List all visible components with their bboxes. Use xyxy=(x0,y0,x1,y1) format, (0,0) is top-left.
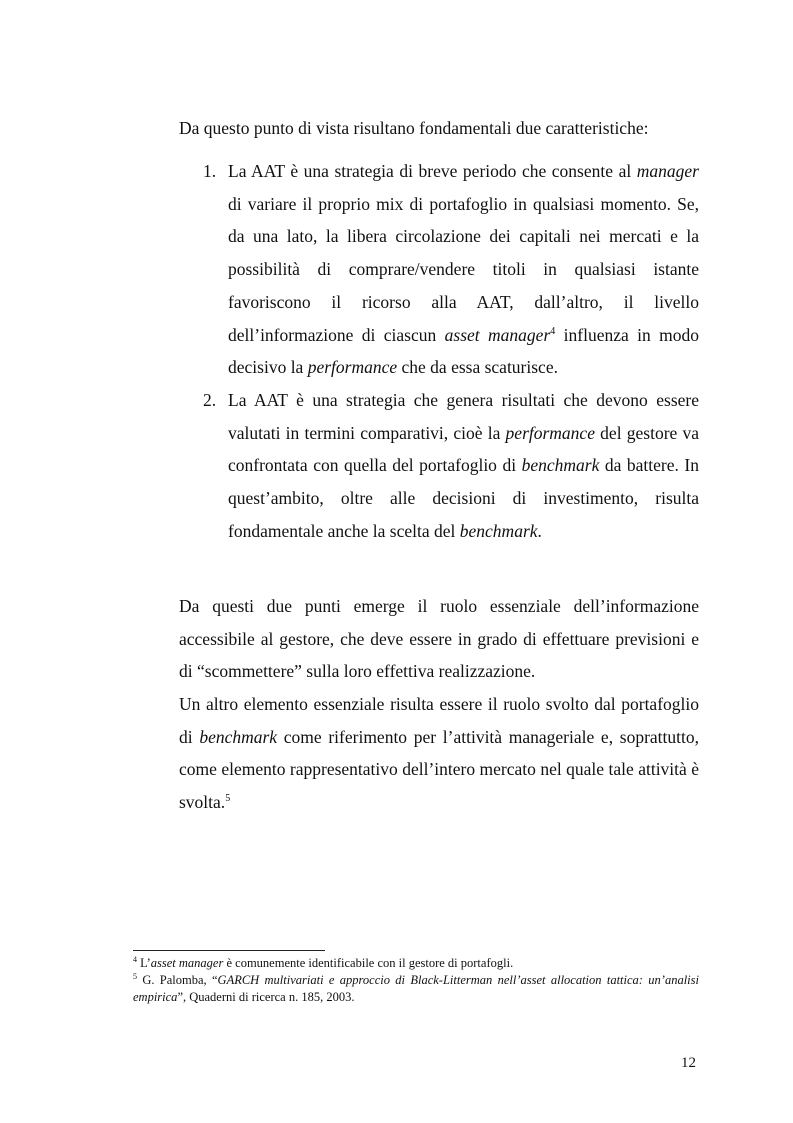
footnote-text: G. Palomba, “ xyxy=(137,973,218,987)
footnote-text: ”, Quaderni di ricerca n. 185, 2003. xyxy=(177,990,355,1004)
italic-term: benchmark xyxy=(199,726,278,747)
list-number: 1. xyxy=(203,161,217,181)
footnote-marker: 4 xyxy=(133,954,137,964)
intro-text: Da questo punto di vista risultano fondamentali due caratteristiche: xyxy=(179,118,649,138)
list-number: 2. xyxy=(203,389,217,410)
italic-term: GARCH multivariati e approccio di Black-Litterman nell’asset allocation tattica: un’analisi empirica xyxy=(133,973,699,1004)
italic-term: asset manager xyxy=(150,956,224,970)
list-text: che da essa scaturisce. xyxy=(397,357,558,378)
italic-term: benchmark xyxy=(459,520,538,541)
footnotes xyxy=(133,955,699,1006)
footnote-text: L’ xyxy=(137,956,151,970)
list-text: La AAT è una strategia che genera risultati che devono essere valutati in termini comparativi, cioè la xyxy=(228,389,699,443)
italic-term: benchmark xyxy=(521,455,600,476)
list-text: La AAT è una strategia di breve periodo che consente al xyxy=(228,161,637,181)
list-text: . xyxy=(537,520,542,541)
footnote-divider xyxy=(133,950,325,951)
list-item xyxy=(179,384,699,548)
footnote-text: è comunemente identificabile con il gestore di portafogli. xyxy=(223,956,514,970)
paragraph xyxy=(179,688,699,819)
list-text: influenza in modo decisivo la xyxy=(228,324,700,378)
characteristics-list xyxy=(179,155,699,547)
italic-term: performance xyxy=(505,422,595,443)
list-item xyxy=(179,155,699,384)
italic-term: manager xyxy=(636,161,699,181)
footnote-marker: 5 xyxy=(133,971,137,981)
footnote-ref: 4 xyxy=(550,325,556,337)
italic-term: performance xyxy=(307,357,398,378)
footnote xyxy=(133,955,699,972)
list-text: da battere. In quest’ambito, oltre alle decisioni di investimento, risulta fondamentale anche la scelta del xyxy=(228,455,699,541)
footnote xyxy=(133,972,699,1006)
paragraph-text: come riferimento per l’attività manageriale e, soprattutto, come elemento rappresentativo dell’intero mercato nel quale tale attività è svolta. xyxy=(179,726,699,813)
paragraph: Da questi due punti emerge il ruolo essenziale dell’informazione accessibile al gestore, che deve essere in grado di effettuare previsioni e di “scommettere” sulla loro effettiva realizzazione. xyxy=(179,596,699,682)
page-number: 12 xyxy=(681,1055,696,1071)
footnote-ref: 5 xyxy=(225,793,231,805)
list-text: del gestore va confrontata con quella del portafoglio di xyxy=(228,422,699,476)
italic-term: asset manager xyxy=(444,324,551,345)
list-text: di variare il proprio mix di portafoglio in qualsiasi momento. Se, da una lato, la libera circolazione dei capitali nei mercati e la possibilità di comprare/vendere titoli in qualsiasi istante favoriscono il ricorso alla AAT, dall’altro, il livello dell’informazione di ciascun xyxy=(228,193,699,345)
paragraph-text: Un altro elemento essenziale risulta essere il ruolo svolto dal portafoglio di xyxy=(179,694,699,747)
